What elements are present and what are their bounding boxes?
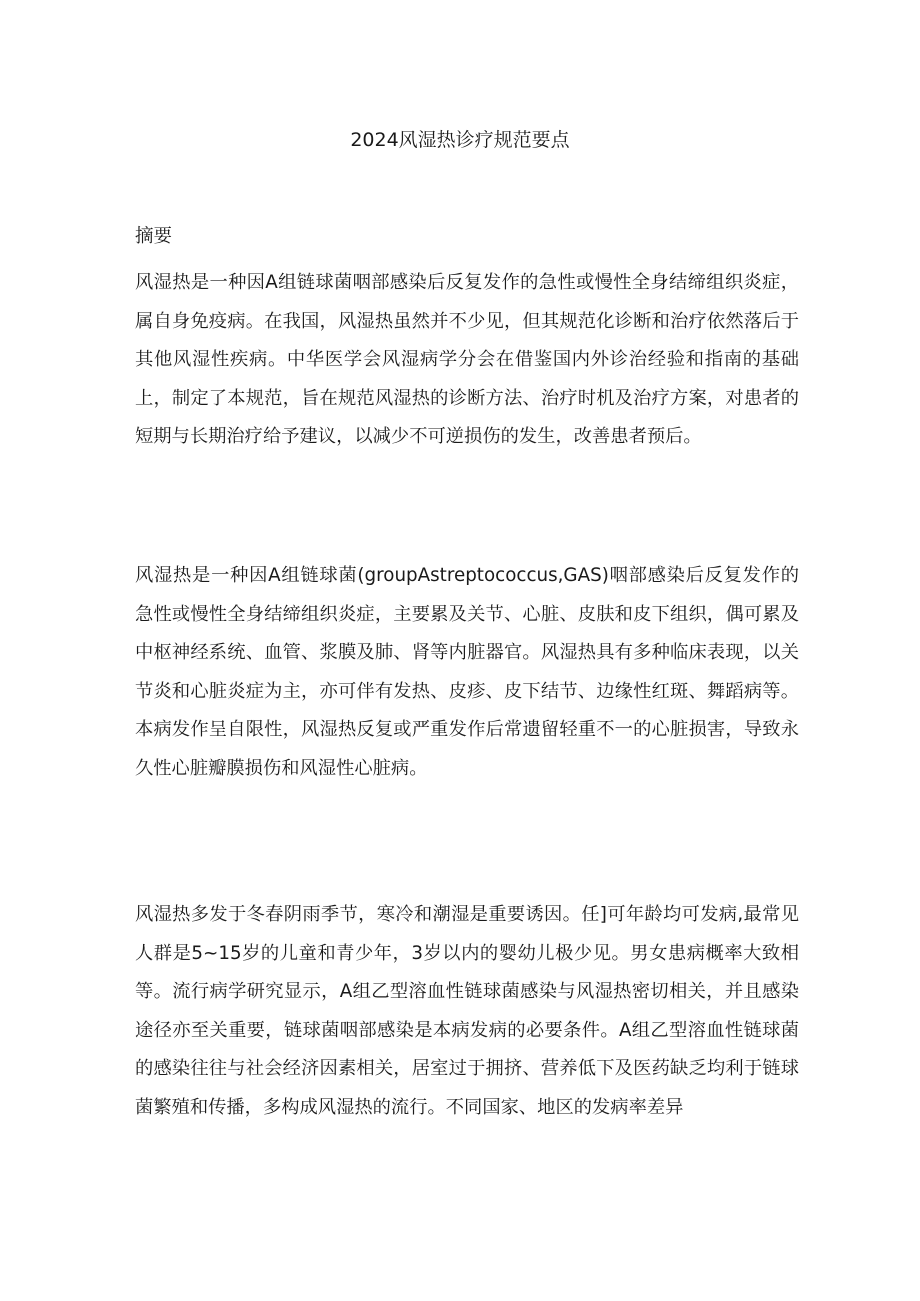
paragraph-abstract: 风湿热是一种因A组链球菌咽部感染后反复发作的急性或慢性全身结缔组织炎症，属自身免疫病。在我国，风湿热虽然并不少见，但其规范化诊断和治疗依然落后于其他风湿性疾病。中华医学会风湿病学分会在借鉴国内外诊治经验和指南的基础上，制定了本规范，旨在规范风湿热的诊断方法、治疗时机及治疗方案，对患者的短期与长期治疗给予建议，以减少不可逆损伤的发生，改善患者预后。 bbox=[135, 272, 799, 448]
paragraph-epidemiology: 风湿热多发于冬春阴雨季节，寒冷和潮湿是重要诱因。任]可年龄均可发病,最常见人群是5~15岁的儿童和青少年，3岁以内的婴幼儿极少见。男女患病概率大致相等。流行病学研究显示，A组乙型溶血性链球菌感染与风湿热密切相关，并且感染途径亦至关重要，链球菌咽部感染是本病发病的必要条件。A组乙型溶血性链球菌的感染往往与社会经济因素相关，居室过于拥挤、营养低下及医药缺乏均利于链球菌繁殖和传播，多构成风湿热的流行。不同国家、地区的发病率差异 bbox=[135, 904, 799, 1118]
document-title: 2024风湿热诊疗规范要点 bbox=[350, 129, 570, 151]
abstract-heading: 摘要 bbox=[135, 226, 173, 247]
paragraph-definition: 风湿热是一种因A组链球菌(groupAstreptococcus,GAS)咽部感染后反复发作的急性或慢性全身结缔组织炎症，主要累及关节、心脏、皮肤和皮下组织，偶可累及中枢神经系统、血管、浆膜及肺、肾等内脏器官。风湿热具有多种临床表现，以关节炎和心脏炎症为主，亦可伴有发热、皮疹、皮下结节、边缘性红斑、舞蹈病等。本病发作呈自限性，风湿热反复或严重发作后常遗留轻重不一的心脏损害，导致永久性心脏瓣膜损伤和风湿性心脏病。 bbox=[135, 565, 799, 779]
